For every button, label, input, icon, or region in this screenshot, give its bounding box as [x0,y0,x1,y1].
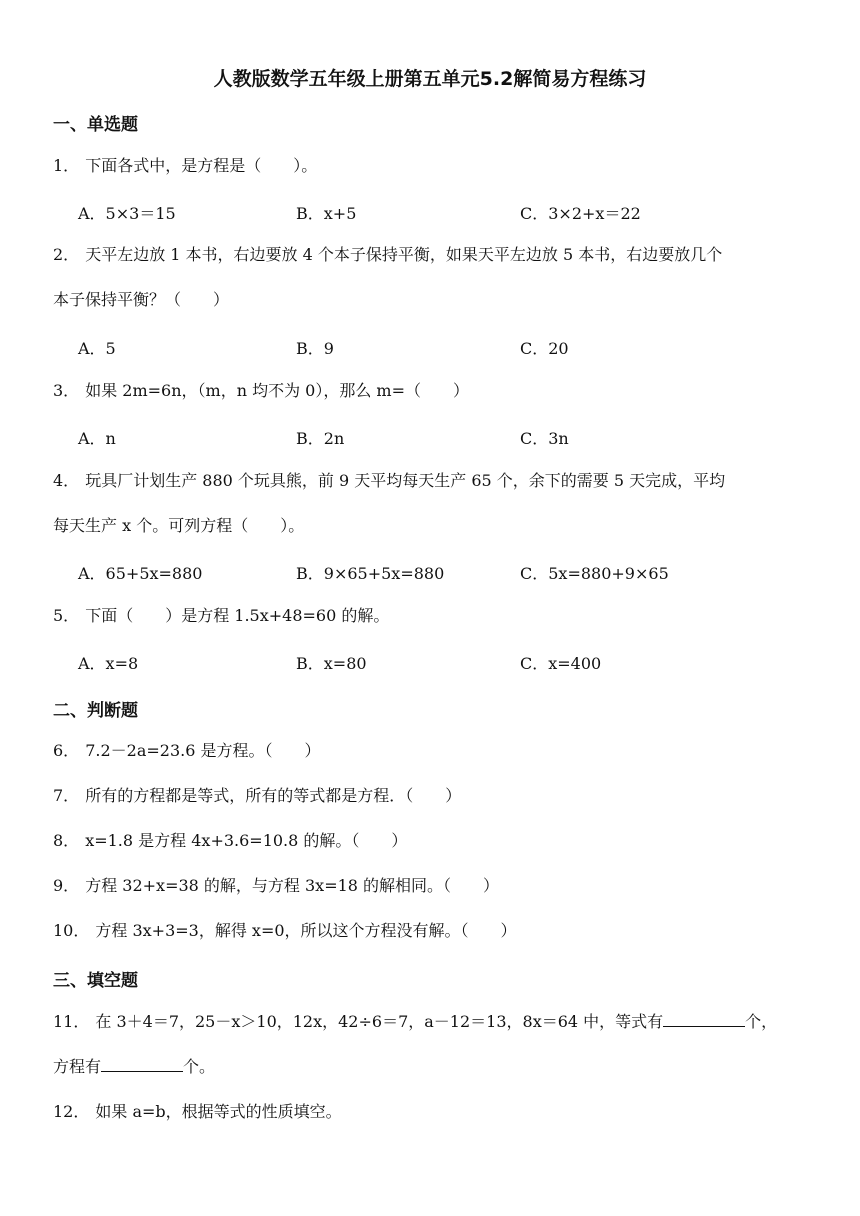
answer-blank-1[interactable] [663,1010,745,1027]
question-3 [53,368,813,413]
option-c: C．3×2+x＝22 [520,204,641,223]
question-text-line1: 天平左边放 1 本书，右边要放 4 个本子保持平衡，如果天平左边放 5 本书，右边要放几个 [85,245,723,264]
option-a: A．65+5x=880 [78,564,203,583]
question-number: 10． [53,921,90,940]
option-b: B．x=80 [296,654,367,673]
option-b: B．2n [296,429,345,448]
option-a: A．x=8 [78,654,139,673]
question-text: x=1.8 是方程 4x+3.6=10.8 的解。（ ） [85,831,408,850]
question-1 [53,143,813,188]
question-number: 3． [53,381,80,400]
question-number: 1． [53,156,80,175]
option-a: A．n [78,429,116,448]
question-text: 方程 32+x=38 的解，与方程 3x=18 的解相同。（ ） [85,876,500,895]
option-b: B．9 [296,339,334,358]
option-c: C．5x=880+9×65 [520,564,669,583]
question-1-options [78,201,818,223]
answer-blank-2[interactable] [101,1055,183,1072]
question-12 [53,1089,813,1134]
option-c: C．x=400 [520,654,602,673]
question-11 [53,999,813,1044]
question-text: 7.2－2a=23.6 是方程。（ ） [85,741,321,760]
question-number: 11． [53,1012,90,1031]
question-text-part2: 个， [745,1012,778,1031]
question-5-options [78,651,818,673]
option-a: A．5×3＝15 [78,204,176,223]
question-number: 6． [53,741,80,760]
question-4-continued [53,503,813,548]
question-9 [53,863,813,908]
section-heading-true-false: 二、判断题 [53,701,138,721]
question-number: 4． [53,471,80,490]
section-heading-fill-blank: 三、填空题 [53,971,138,991]
question-text: 如果 a=b，根据等式的性质填空。 [95,1102,342,1121]
option-b: B．x+5 [296,204,357,223]
question-4-options [78,561,818,583]
question-text: 方程 3x+3=3，解得 x=0，所以这个方程没有解。（ ） [95,921,517,940]
question-text-line2: 本子保持平衡？（ ） [53,290,230,309]
question-2 [53,232,813,277]
option-c: C．3n [520,429,569,448]
question-8 [53,818,813,863]
section-heading-single-choice: 一、单选题 [53,115,138,135]
question-text: 下面（ ）是方程 1.5x+48=60 的解。 [85,606,390,625]
question-2-continued [53,277,813,322]
option-c: C．20 [520,339,569,358]
question-11-continued [53,1044,813,1089]
page-title: 人教版数学五年级上册第五单元5.2解简易方程练习 [213,68,647,90]
question-text-line1: 玩具厂计划生产 880 个玩具熊，前 9 天平均每天生产 65 个，余下的需要 5 天完成，平均 [85,471,726,490]
question-3-options [78,426,818,448]
question-number: 2． [53,245,80,264]
question-text: 下面各式中，是方程是（ ）。 [85,156,318,175]
question-number: 9． [53,876,80,895]
question-number: 8． [53,831,80,850]
question-text-line2: 每天生产 x 个。可列方程（ ）。 [53,516,305,535]
question-text-part3: 方程有 [53,1057,102,1076]
question-number: 7． [53,786,80,805]
question-10 [53,908,813,953]
question-text: 如果 2m=6n，（m，n 均不为 0），那么 m=（ ） [85,381,470,400]
question-text: 所有的方程都是等式，所有的等式都是方程．（ ） [85,786,462,805]
option-a: A．5 [78,339,116,358]
question-text-part4: 个。 [183,1057,216,1076]
question-4 [53,458,813,503]
question-number: 12． [53,1102,90,1121]
question-text-part1: 在 3＋4＝7，25－x＞10，12x，42÷6＝7，a－12＝13，8x＝64 中，等式有 [95,1012,664,1031]
question-7 [53,773,813,818]
question-5 [53,593,813,638]
question-2-options [78,336,818,358]
question-number: 5． [53,606,80,625]
option-b: B．9×65+5x=880 [296,564,445,583]
question-6 [53,728,813,773]
